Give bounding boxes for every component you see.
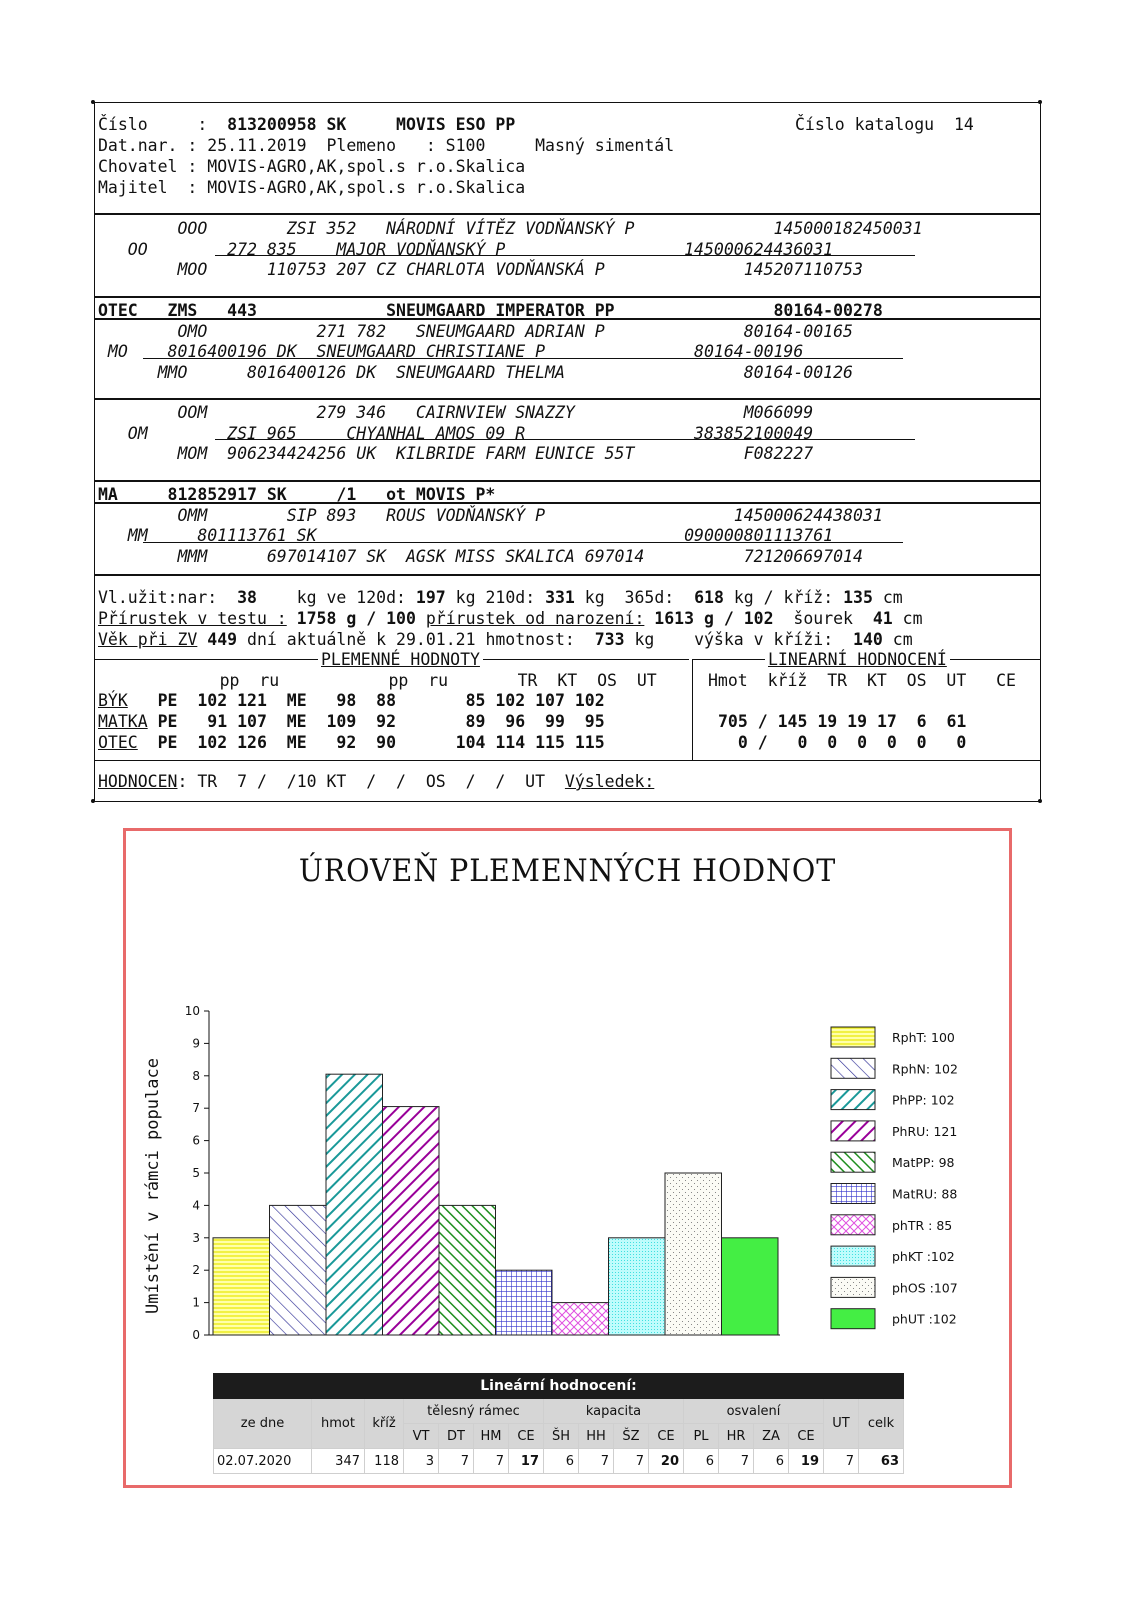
legend-label: PhPP: 102: [892, 1092, 955, 1108]
bar-PhRU: [383, 1107, 440, 1335]
separator: [94, 760, 1040, 761]
bar-RphN: [270, 1205, 327, 1335]
plemenne-hodnoty-title: PLEMENNÉ HODNOTY: [318, 650, 483, 670]
y-tick-label: 4: [192, 1198, 200, 1213]
cell-val-total: 17: [509, 1449, 544, 1474]
table-row: [214, 1449, 904, 1474]
sub-header: ŠH: [544, 1424, 579, 1449]
mom-row: MOM 906234424256 UK KILBRIDE FARM EUNICE 55T F082227: [98, 444, 814, 463]
legend-label: phTR : 85: [892, 1217, 953, 1233]
prirustek-row: Přírustek v testu : 1758 g / 100 přírustek od narození: 1613 g / 102 šourek 41 cm: [98, 609, 923, 628]
y-tick-label: 0: [192, 1328, 200, 1342]
legend-swatch: [831, 1152, 875, 1172]
sub-header: CE: [789, 1424, 824, 1449]
cell-val: 7: [439, 1449, 474, 1474]
byk-row: BÝK PE 102 121 ME 98 88 85 102 107 102: [98, 691, 605, 710]
corner-dot: [91, 799, 95, 803]
separator: [94, 480, 1040, 482]
table-title: Lineární hodnocení:: [214, 1374, 904, 1399]
col-zedne: ze dne: [214, 1399, 312, 1449]
cell-val: 3: [404, 1449, 439, 1474]
cislo-row: Číslo : 813200958 SK MOVIS ESO PP: [98, 115, 516, 134]
corner-dot: [1038, 799, 1042, 803]
cell-val: 7: [474, 1449, 509, 1474]
matka-row: MATKA PE 91 107 ME 109 92 89 96 99 95: [98, 712, 605, 731]
datnar-row: Dat.nar. : 25.11.2019 Plemeno : S100 Masný simentál: [98, 136, 675, 155]
separator: [94, 213, 1040, 215]
y-tick-label: 2: [192, 1263, 200, 1278]
underline: [215, 255, 915, 256]
vl-row: Vl.užit:nar: 38 kg ve 120d: 197 kg 210d: 331 kg 365d: 618 kg / kříž: 135 cm: [98, 588, 903, 607]
legend-swatch: [831, 1058, 875, 1078]
y-tick-label: 3: [192, 1230, 200, 1245]
underline: [143, 542, 903, 543]
sub-header: DT: [439, 1424, 474, 1449]
cell-val: 6: [754, 1449, 789, 1474]
legend-label: phUT :102: [892, 1311, 957, 1327]
omm-row: OMM SIP 893 ROUS VODŇANSKÝ P 145000624438031: [98, 506, 883, 525]
majitel-row: Majitel : MOVIS-AGRO,AK,spol.s r.o.Skalica: [98, 178, 526, 197]
sub-header: ZA: [754, 1424, 789, 1449]
legend-swatch: [831, 1277, 875, 1297]
bar-MatPP: [439, 1205, 496, 1335]
cell-kriz: 118: [365, 1449, 404, 1474]
legend-label: PhRU: 121: [892, 1123, 958, 1139]
column-divider: [692, 660, 693, 760]
col-kapacita: kapacita: [544, 1399, 684, 1424]
y-axis-label: Umístění v rámci populace: [143, 1058, 163, 1314]
chart-title: ÚROVEŇ PLEMENNÝCH HODNOT: [298, 853, 837, 889]
oom-row: OOM 279 346 CAIRNVIEW SNAZZY M066099: [98, 403, 814, 422]
catalog-number: Číslo katalogu 14: [795, 115, 974, 134]
col-ut: UT: [824, 1399, 859, 1449]
y-tick-label: 1: [192, 1295, 200, 1310]
sub-header: HR: [719, 1424, 754, 1449]
separator: [94, 398, 1040, 400]
card-bottom-border: [94, 801, 1040, 802]
cell-val: 7: [614, 1449, 649, 1474]
legend-label: MatPP: 98: [892, 1155, 955, 1171]
cell-val-total: 20: [649, 1449, 684, 1474]
ph-header: pp ru pp ru TR KT OS UT: [160, 671, 657, 690]
legend-swatch: [831, 1027, 875, 1047]
separator: [94, 296, 1040, 298]
cell-celk: 63: [859, 1449, 904, 1474]
bar-phUT: [722, 1238, 779, 1335]
legend-label: phOS :107: [892, 1280, 958, 1296]
otec-lin: 0 / 0 0 0 0 0 0: [718, 733, 967, 752]
card-right-border: [1040, 102, 1041, 802]
bar-phOS: [665, 1173, 722, 1335]
sub-header: CE: [509, 1424, 544, 1449]
legend-label: RphN: 102: [892, 1061, 958, 1077]
y-tick-label: 8: [192, 1068, 200, 1083]
legend-swatch: [831, 1184, 875, 1204]
underline: [143, 358, 903, 359]
sub-header: HH: [579, 1424, 614, 1449]
sub-header: ŠZ: [614, 1424, 649, 1449]
mo-row: MO 8016400196 DK SNEUMGAARD CHRISTIANE P 80164-00196: [98, 342, 804, 361]
bar-MatRU: [496, 1270, 553, 1335]
y-tick-label: 10: [184, 1004, 200, 1018]
ooo-row: OOO ZSI 352 NÁRODNÍ VÍTĚZ VODŇANSKÝ P 145000182450031: [98, 219, 923, 238]
bar-PhPP: [326, 1074, 383, 1335]
col-kriz: kříž: [365, 1399, 404, 1449]
hodnocen-row: HODNOCEN: TR 7 / /10 KT / / OS / / UT Výsledek:: [98, 772, 655, 791]
y-tick-label: 6: [192, 1133, 200, 1148]
oo-row: OO 272 835 MAJOR VODŇANSKÝ P 145000624436031: [98, 240, 834, 259]
bar-phKT: [609, 1238, 666, 1335]
sub-header: VT: [404, 1424, 439, 1449]
cell-val: 6: [684, 1449, 719, 1474]
col-celk: celk: [859, 1399, 904, 1449]
linear-evaluation-table: [213, 1373, 904, 1474]
cell-date: 02.07.2020: [214, 1449, 312, 1474]
legend-swatch: [831, 1121, 875, 1141]
legend: [831, 1027, 958, 1329]
col-telesny: tělesný rámec: [404, 1399, 544, 1424]
card-left-border: [94, 102, 95, 802]
y-tick-label: 5: [192, 1166, 200, 1180]
legend-swatch: [831, 1215, 875, 1235]
lin-header: Hmot kříž TR KT OS UT CE: [708, 671, 1016, 690]
chovatel-row: Chovatel : MOVIS-AGRO,AK,spol.s r.o.Skalica: [98, 157, 526, 176]
cell-hmot: 347: [312, 1449, 365, 1474]
legend-swatch: [831, 1246, 875, 1266]
linearni-hodnoceni-title: LINEARNÍ HODNOCENÍ: [765, 650, 950, 670]
legend-label: MatRU: 88: [892, 1186, 958, 1202]
bar-phTR: [552, 1303, 609, 1335]
otec-vals-row: OTEC PE 102 126 ME 92 90 104 114 115 115: [98, 733, 605, 752]
separator: [94, 502, 1040, 504]
separator: [94, 574, 1040, 576]
mm-row: MM 801113761 SK 090000801113761: [98, 526, 834, 545]
otec-row: OTEC ZMS 443 SNEUMGAARD IMPERATOR PP 80164-00278: [98, 301, 883, 320]
sub-header: HM: [474, 1424, 509, 1449]
ma-row: MA 812852917 SK /1 ot MOVIS P*: [98, 485, 496, 504]
cell-val: 7: [719, 1449, 754, 1474]
card-top-border: [94, 102, 1040, 103]
cell-val: 6: [544, 1449, 579, 1474]
col-hmot: hmot: [312, 1399, 365, 1449]
mmm-row: MMM 697014107 SK AGSK MISS SKALICA 697014 721206697014: [98, 547, 863, 566]
bars: [213, 1074, 778, 1335]
sub-header: CE: [649, 1424, 684, 1449]
moo-row: MOO 110753 207 CZ CHARLOTA VODŇANSKÁ P 145207110753: [98, 260, 863, 279]
om-row: OM ZSI 965 CHYANHAL AMOS 09 R 383852100049: [98, 424, 814, 443]
legend-swatch: [831, 1309, 875, 1329]
underline: [215, 439, 915, 440]
legend-swatch: [831, 1090, 875, 1110]
cell-val: 7: [579, 1449, 614, 1474]
legend-label: phKT :102: [892, 1249, 955, 1265]
y-tick-label: 9: [192, 1036, 200, 1051]
cell-val-total: 19: [789, 1449, 824, 1474]
legend-label: RphT: 100: [892, 1030, 955, 1045]
vek-row: Věk při ZV 449 dní aktuálně k 29.01.21 hmotnost: 733 kg výška v kříži: 140 cm: [98, 630, 913, 649]
col-osvaleni: osvalení: [684, 1399, 824, 1424]
matka-lin: 705 / 145 19 19 17 6 61: [718, 712, 967, 731]
mmo-row: MMO 8016400126 DK SNEUMGAARD THELMA 80164-00126: [98, 363, 853, 382]
cell-ut: 7: [824, 1449, 859, 1474]
y-tick-label: 7: [192, 1101, 200, 1116]
bar-RphT: [213, 1238, 270, 1335]
chart-frame: [123, 828, 1012, 1488]
sub-header: PL: [684, 1424, 719, 1449]
omo-row: OMO 271 782 SNEUMGAARD ADRIAN P 80164-00165: [98, 322, 853, 341]
separator: [94, 318, 1040, 320]
